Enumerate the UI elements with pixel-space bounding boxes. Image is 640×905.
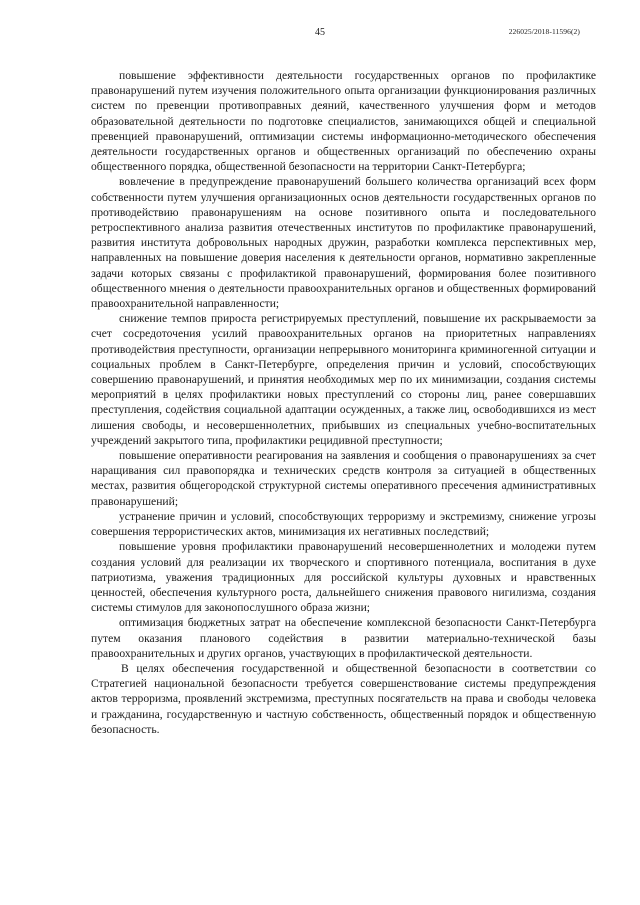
page-number: 45 (315, 27, 325, 38)
paragraph-3: снижение темпов прироста регистрируемых преступлений, повышение их раскрываемости за счет сосредоточения усилий правоохранительных органов на приоритетных направлениях противодействия преступности, организации непрерывного мониторинга криминогенной ситуации и социальных проблем в Санкт-Петербурге, определения причин и условий, способствующих совершению правонарушений, и принятия необходимых мер по их минимизации, создания системы мероприятий в целях профилактики новых преступлений со стороны лиц, ранее совершавших преступления, содействия социальной адаптации осужденных, а также лиц, освободившихся из мест лишения свободы, и несовершеннолетних, прибывших из специальных учебно-воспитательных учреждений закрытого типа, профилактики рецидивной преступности; (91, 312, 596, 447)
paragraph-2: вовлечение в предупреждение правонарушений большего количества организаций всех форм собственности путем улучшения организационных основ деятельности государственных органов по противодействию правонарушениям на основе позитивного опыта и последовательного ретроспективного анализа развития отечественных институтов по профилактике правонарушений, развития института добровольных народных дружин, разработки комплекса перспективных мер, направленных на повышение доверия населения к деятельности органов, нормативно закрепленные задачи которых связаны с профилактикой правонарушений, формирования более позитивного общественного мнения о деятельности правоохранительных органов и общественных формирований правоохранительной направленности; (91, 175, 596, 311)
paragraph-6: повышение уровня профилактики правонарушений несовершеннолетних и молодежи путем создания условий для реализации их творческого и спортивного потенциала, воспитания в духе патриотизма, уважения традиционных для российской культуры духовных и нравственных ценностей, обеспечения культурного роста, дальнейшего снижения правового нигилизма, создания системы стимулов для законопослушного образа жизни; (91, 540, 596, 615)
paragraph-7: оптимизация бюджетных затрат на обеспечение комплексной безопасности Санкт-Петербурга путем оказания планового содействия в развитии материально-технической базы правоохранительных и других органов, участвующих в профилактической деятельности. (91, 616, 596, 660)
document-id: 226025/2018-11596(2) (508, 27, 580, 36)
paragraph-1: повышение эффективности деятельности государственных органов по профилактике правонарушений путем изучения положительного опыта организации функционирования различных систем по превенции противоправных деяний, качественного улучшения форм и методов образовательной деятельности по подготовке специалистов, занимающихся общей и специальной превенцией правонарушений, оптимизации системы информационно-методического обеспечения деятельности государственных органов и общественных организаций по обеспечению охраны общественного порядка, общественной безопасности на территории Санкт-Петербурга; (91, 69, 596, 174)
paragraph-5: устранение причин и условий, способствующих терроризму и экстремизму, снижение угрозы совершения террористических актов, минимизация их негативных последствий; (91, 509, 596, 539)
paragraph-8: В целях обеспечения государственной и общественной безопасности в соответствии со Стратегией национальной безопасности требуется совершенствование системы предупреждения актов терроризма, проявлений экстремизма, преступных посягательств на права и свободы человека и гражданина, государственную и частную собственность, общественный порядок и общественную безопасность. (91, 661, 596, 736)
document-body (91, 68, 596, 737)
paragraph-4: повышение оперативности реагирования на заявления и сообщения о правонарушениях за счет наращивания сил правопорядка и технических средств контроля за ситуацией в общественных местах, развития общегородской структурной системы оперативного пресечения административных правонарушений; (91, 449, 596, 508)
